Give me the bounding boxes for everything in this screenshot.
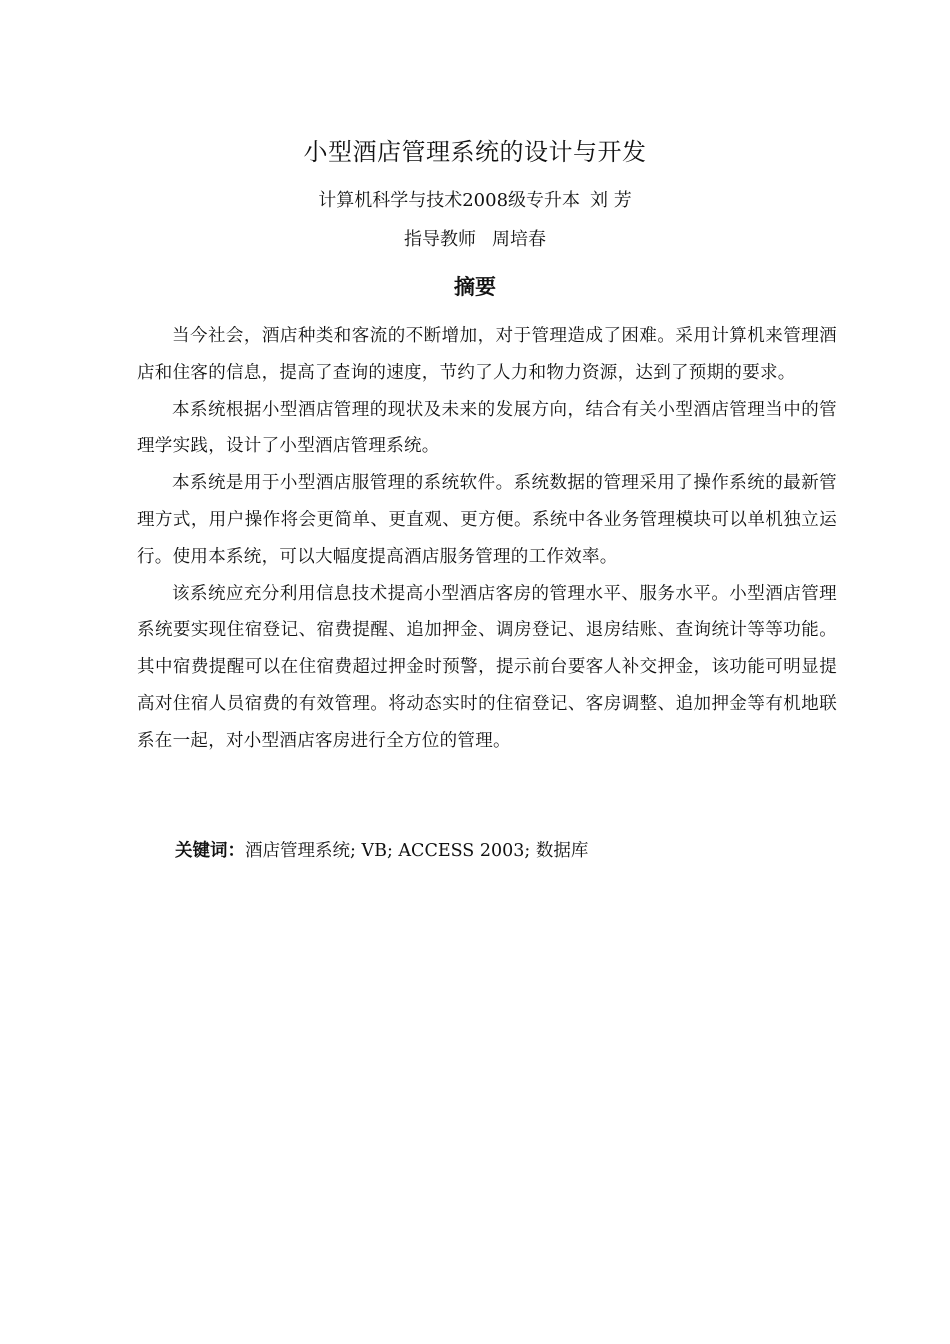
keywords-label: 关键词： — [175, 841, 245, 861]
advisor-label: 指导教师 — [404, 229, 476, 250]
advisor-name: 周培春 — [492, 229, 546, 250]
abstract-paragraph: 本系统根据小型酒店管理的现状及未来的发展方向，结合有关小型酒店管理当中的管理学实践，设计了小型酒店管理系统。 — [137, 399, 837, 457]
abstract-paragraph: 该系统应充分利用信息技术提高小型酒店客房的管理水平、服务水平。小型酒店管理系统要实现住宿登记、宿费提醒、追加押金、调房登记、退房结账、查询统计等等功能。其中宿费提醒可以在住宿费超过押金时预警，提示前台要客人补交押金，该功能可明显提高对住宿人员宿费的有效管理。将动态实时的住宿登记、客房调整、追加押金等有机地联系在一起，对小型酒店客房进行全方位的管理。 — [137, 583, 837, 751]
abstract-heading: 摘要 — [454, 275, 496, 299]
advisor-line — [0, 226, 950, 254]
abstract-body — [137, 318, 837, 760]
abstract-paragraph: 当今社会，酒店种类和客流的不断增加，对于管理造成了困难。采用计算机来管理酒店和住客的信息，提高了查询的速度，节约了人力和物力资源，达到了预期的要求。 — [137, 326, 837, 383]
keywords-line — [175, 836, 835, 866]
abstract-paragraph: 本系统是用于小型酒店服管理的系统软件。系统数据的管理采用了操作系统的最新管理方式，用户操作将会更简单、更直观、更方便。系统中各业务管理模块可以单机独立运行。使用本系统，可以大幅度提高酒店服务管理的工作效率。 — [137, 473, 837, 567]
paper-title: 小型酒店管理系统的设计与开发 — [303, 138, 647, 166]
author-program: 计算机科学与技术2008级专升本 — [318, 190, 581, 211]
author-name: 刘 芳 — [590, 190, 632, 211]
author-line — [0, 187, 950, 215]
keywords-text: 酒店管理系统; VB; ACCESS 2003; 数据库 — [245, 841, 589, 861]
